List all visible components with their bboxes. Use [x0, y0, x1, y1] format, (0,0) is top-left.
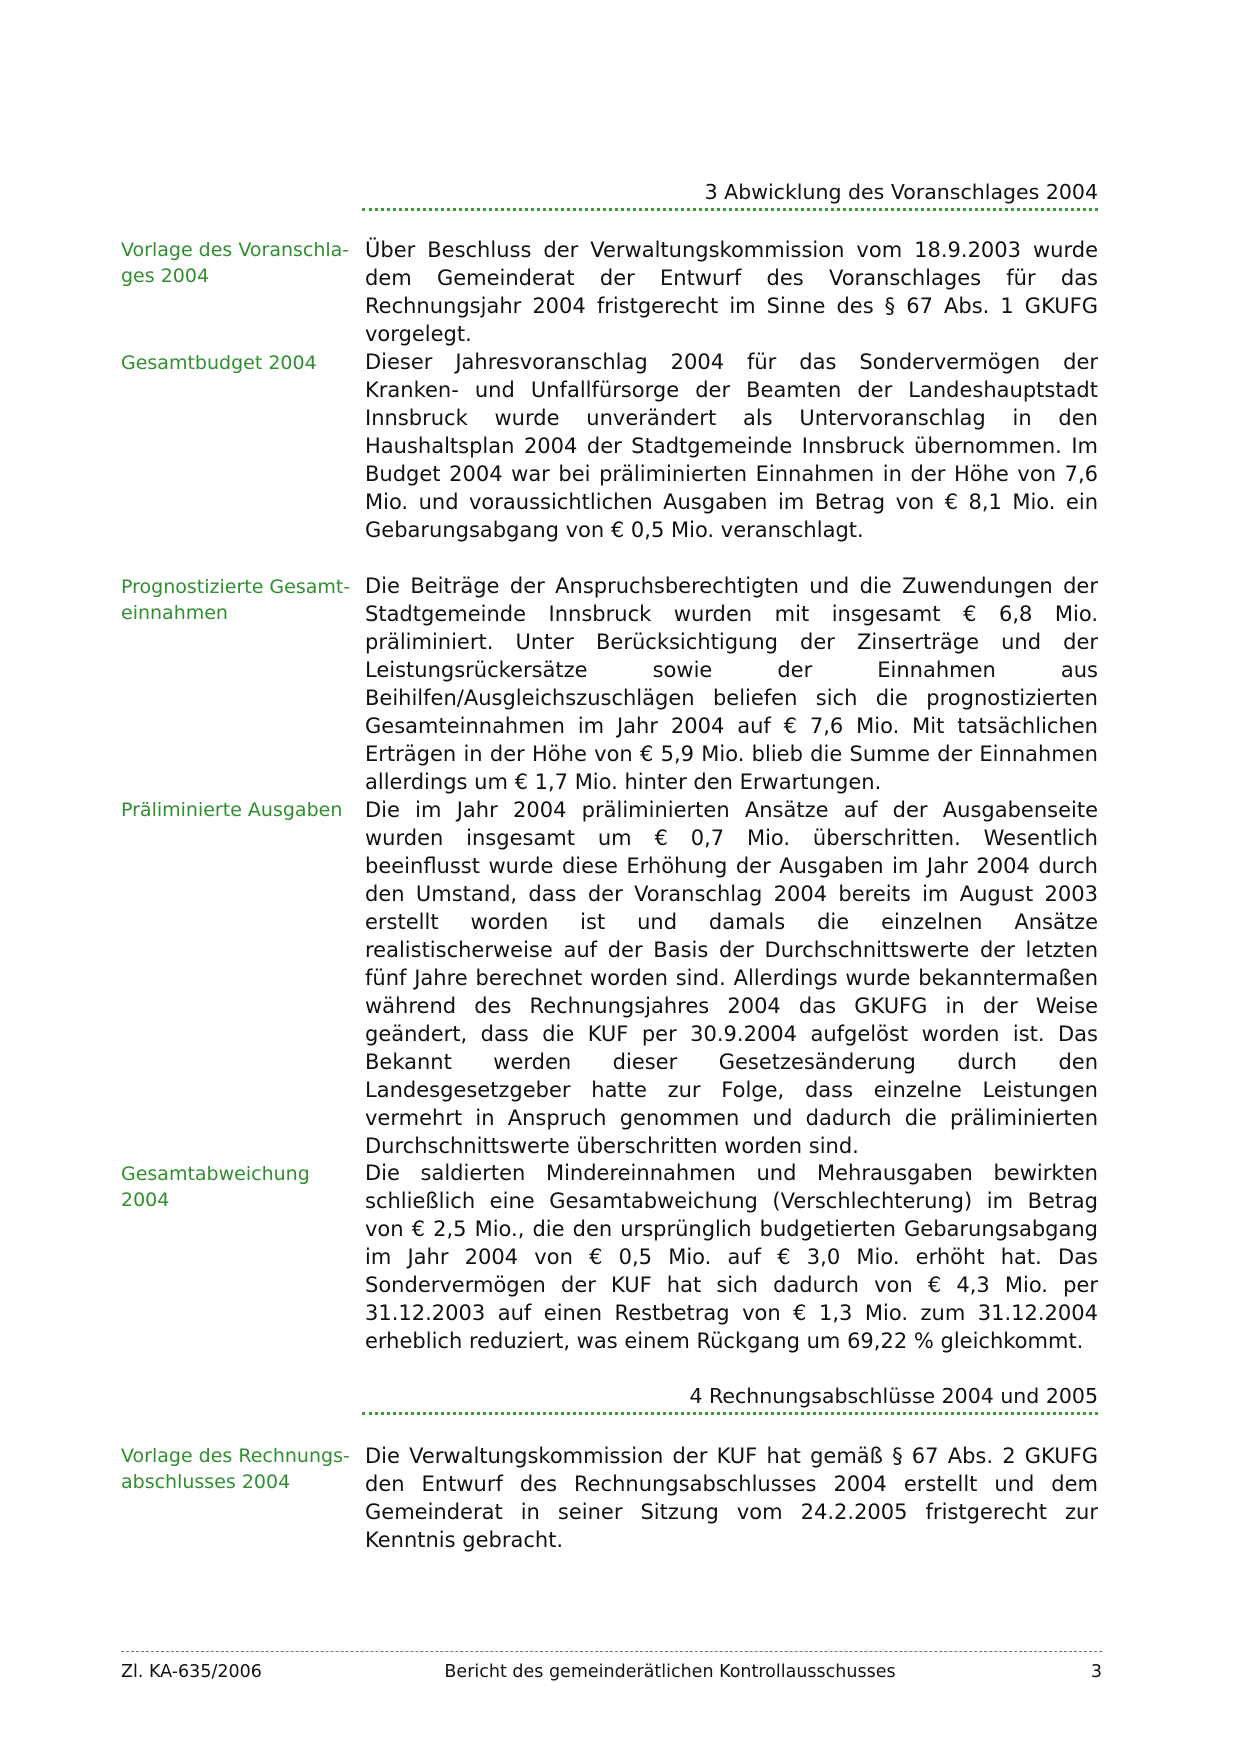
paragraph-ausgaben: Die im Jahr 2004 präliminierten Ansätze auf der Ausgabenseite wurden insgesamt um € 0,7 Mio. überschritten. Wesentlich beeinflusst wurde diese Erhöhung der Ausgaben im Jahr 2004 durch den Umstand, dass der Voranschlag 2004 bereits im August 2003 erstellt worden ist und damals die einzelnen Ansätze realistischerweise auf der Basis der Durchschnittswerte der letzten fünf Jahre berechnet worden sind. Allerdings wurde bekanntermaßen während des Rechnungsjahres 2004 das GKUFG in der Weise geändert, dass die KUF per 30.9.2004 aufgelöst worden ist. Das Bekannt werden dieser Gesetzesänderung durch den Landesgesetzgeber hatte zur Folge, dass einzelne Leistungen vermehrt in Anspruch genommen und dadurch die präliminierten Durchschnittswerte überschritten worden sind. [365, 798, 1098, 1158]
document-reference: Zl. KA-635/2006 [121, 1662, 262, 1682]
section-divider [362, 208, 1098, 211]
page-number: 3 [1090, 1662, 1102, 1682]
footer-divider [121, 1651, 1102, 1652]
report-title: Bericht des gemeinderätlichen Kontrollausschusses [444, 1662, 896, 1682]
paragraph-gesamteinnahmen: Die Beiträge der Anspruchsberechtigten und die Zuwendungen der Stadtgemeinde Innsbruck wurden mit insgesamt € 6,8 Mio. präliminiert. Unter Berücksichtigung der Zinserträge und der Leistungsrückersätze sowie der Einnahmen aus Beihilfen/Ausgleichszuschlägen beliefen sich die prognostizierten Gesamteinnahmen im Jahr 2004 auf € 7,6 Mio. Mit tatsächlichen Erträgen in der Höhe von € 5,9 Mio. blieb die Summe der Einnahmen allerdings um € 1,7 Mio. hinter den Erwartungen. [365, 574, 1098, 794]
paragraph-gesamtbudget: Dieser Jahresvoranschlag 2004 für das Sondervermögen der Kranken- und Unfallfürsorge der Beamten der Landeshauptstadt Innsbruck wurde unverändert als Untervoranschlag in den Haushaltsplan 2004 der Stadtgemeinde Innsbruck übernommen. Im Budget 2004 war bei präliminierten Einnahmen in der Höhe von 7,6 Mio. und voraussichtlichen Ausgaben im Betrag von € 8,1 Mio. ein Gebarungsabgang von € 0,5 Mio. veranschlagt. [365, 350, 1098, 542]
margin-label-vorlage-voranschlag: Vorlage des Voranschla- ges 2004 [121, 239, 350, 287]
margin-label-ausgaben: Präliminierte Ausgaben [121, 799, 343, 821]
margin-label-gesamtabweichung: Gesamtabweichung 2004 [121, 1163, 310, 1211]
margin-label-gesamtbudget: Gesamtbudget 2004 [121, 352, 317, 374]
paragraph-vorlage-voranschlag: Über Beschluss der Verwaltungskommission vom 18.9.2003 wurde dem Gemeinderat der Entwurf des Voranschlages für das Rechnungsjahr 2004 fristgerecht im Sinne des § 67 Abs. 1 GKUFG vorgelegt. [365, 238, 1098, 346]
margin-label-rechnungsabschluss: Vorlage des Rechnungs- abschlusses 2004 [121, 1445, 350, 1493]
section-heading: 4 Rechnungsabschlüsse 2004 und 2005 [689, 1384, 1098, 1408]
margin-label-gesamteinnahmen: Prognostizierte Gesamt- einnahmen [121, 576, 351, 624]
paragraph-gesamtabweichung: Die saldierten Mindereinnahmen und Mehrausgaben bewirkten schließlich eine Gesamtabweichung (Verschlechterung) im Betrag von € 2,5 Mio., die den ursprünglich budgetierten Gebarungsabgang im Jahr 2004 von € 0,5 Mio. auf € 3,0 Mio. erhöht hat. Das Sondervermögen der KUF hat sich dadurch von € 4,3 Mio. per 31.12.2003 auf einen Restbetrag von € 1,3 Mio. zum 31.12.2004 erheblich reduziert, was einem Rückgang um 69,22 % gleichkommt. [365, 1161, 1098, 1353]
paragraph-rechnungsabschluss: Die Verwaltungskommission der KUF hat gemäß § 67 Abs. 2 GKUFG den Entwurf des Rechnungsabschlusses 2004 erstellt und dem Gemeinderat in seiner Sitzung vom 24.2.2005 fristgerecht zur Kenntnis gebracht. [365, 1444, 1098, 1552]
section-divider [362, 1412, 1098, 1415]
section-heading: 3 Abwicklung des Voranschlages 2004 [704, 180, 1098, 204]
